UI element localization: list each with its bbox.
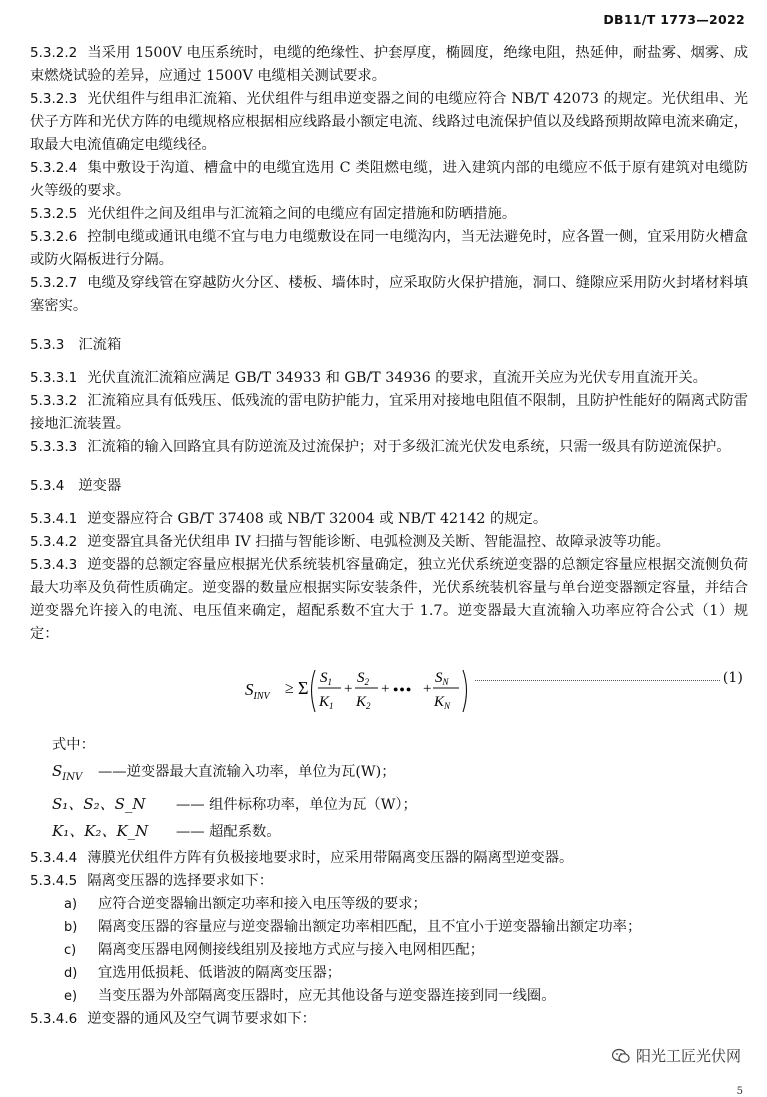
section-heading-5-3-4: 5.3.4 逆变器 (30, 478, 122, 494)
definitions-intro: 式中： (52, 737, 95, 753)
clause-5-3-4-3: 5.3.4.3 逆变器的总额定容量应根据光伏系统装机容量确定，独立光伏系统逆变器的总额定容量应根据交流侧负荷最大功率及负荷性质确定。逆变器的数量应根据实际安装条件，光伏系统装机容量与单台逆变器额定容量，并结合逆变器允许接入的电流、电压值来确定，超配系数不宜大于 1.7。逆变器最大直流输入功率应符合公式（1）规定： (30, 557, 748, 642)
wechat-icon (612, 1048, 630, 1064)
document-body (30, 42, 748, 1031)
clause-5-3-4-2: 5.3.4.2 逆变器宜具备光伏组串 IV 扫描与智能诊断、电弧检测及关断、智能温控、故障录波等功能。 (30, 534, 670, 550)
termN-denominator: $K_N$ (434, 694, 451, 711)
termN-numerator: $S_N$ (435, 670, 449, 687)
section-heading-5-3-3: 5.3.3 汇流箱 (30, 337, 122, 353)
clause-5-3-3-2: 5.3.3.2 汇流箱应具有低残压、低残流的雷电防护能力，宜采用对接地电阻值不限制，且防护性能好的隔离式防雷接地汇流装置。 (30, 393, 748, 432)
clause-5-3-2-4: 5.3.2.4 集中敷设于沟道、槽盒中的电缆宜选用 C 类阻燃电缆，进入建筑内部的电缆应不低于原有建筑对电缆防火等级的要求。 (30, 160, 748, 199)
definition-sinv: $S_{INV}$ ——逆变器最大直流输入功率，单位为瓦(W)； (52, 758, 748, 791)
formula-expression (245, 662, 475, 718)
clause-5-3-4-1: 5.3.4.1 逆变器应符合 GB/T 37408 或 NB/T 32004 或 NB/T 42142 的规定。 (30, 511, 548, 527)
clause-5-3-2-2: 5.3.2.2 当采用 1500V 电压系统时，电缆的绝缘性、护套厚度，椭圆度，绝缘电阻，热延伸，耐盐雾、烟雾、成束燃烧试验的差异，应通过 1500V 电缆相关测试要求。 (30, 45, 748, 84)
symbol-sinv: $S_{INV}$ (52, 762, 83, 783)
clause-5-3-4-4: 5.3.4.4 薄膜光伏组件方阵有负极接地要求时，应采用带隔离变压器的隔离型逆变器。 (30, 850, 574, 866)
formula-left-paren (312, 670, 316, 712)
formula-plus-2: + (381, 681, 390, 697)
term1-denominator: $K_1$ (319, 694, 334, 711)
formula-leader-dots (475, 680, 720, 681)
formula-sum: Σ (298, 678, 309, 698)
term2-numerator: $S_2$ (357, 670, 369, 687)
clause-5-3-3-3: 5.3.3.3 汇流箱的输入回路宜具有防逆流及过流保护；对于多级汇流光伏发电系统，只需一级具有防逆流保护。 (30, 439, 731, 455)
term2-denominator: $K_2$ (356, 694, 371, 711)
clause-5-3-2-3: 5.3.2.3 光伏组件与组串汇流箱、光伏组件与组串逆变器之间的电缆应符合 NB/T 42073 的规定。光伏组串、光伏子方阵和光伏方阵的电缆规格应根据相应线路最小额定电流、线路过电流保护值以及线路预期故障电流来确定，取最大电流值确定电缆线径。 (30, 91, 748, 153)
clause-5-3-2-6: 5.3.2.6 控制电缆或通讯电缆不宜与电力电缆敷设在同一电缆沟内，当无法避免时，应各置一侧，宜采用防火槽盒或防火隔板进行分隔。 (30, 229, 748, 268)
formula-1 (30, 658, 748, 718)
definition-s: S₁、S₂、S_N —— 组件标称功率，单位为瓦（W）； (52, 791, 748, 818)
watermark-text: 阳光工匠光伏网 (635, 1047, 741, 1065)
formula-plus-3: + (423, 681, 432, 697)
formula-number: (1) (722, 670, 743, 686)
formula-lhs: $S_{INV}$ (245, 680, 270, 702)
formula-plus-1: + (344, 681, 353, 697)
list-item-d: d) 宜选用低损耗、低谐波的隔离变压器； (64, 965, 342, 981)
document-code: DB11/T 1773—2022 (603, 12, 745, 27)
formula-relation: ≥ (285, 680, 294, 697)
list-item-e: e) 当变压器为外部隔离变压器时，应无其他设备与逆变器连接到同一线圈。 (64, 988, 556, 1004)
formula-svg (245, 662, 475, 718)
list-item-a: a) 应符合逆变器输出额定功率和接入电压等级的要求； (64, 896, 427, 912)
clause-5-3-2-7: 5.3.2.7 电缆及穿线管在穿越防火分区、楼板、墙体时，应采取防火保护措施，洞口、缝隙应采用防火封堵材料填塞密实。 (30, 275, 748, 314)
formula-ellipsis: ●●● (393, 684, 413, 694)
definition-k: K₁、K₂、K_N —— 超配系数。 (52, 818, 748, 845)
watermark (608, 1043, 745, 1068)
formula-definitions (52, 732, 748, 845)
clause-5-3-2-5: 5.3.2.5 光伏组件之间及组串与汇流箱之间的电缆应有固定措施和防晒措施。 (30, 206, 517, 222)
list-item-c: c) 隔离变压器电网侧接线组别及接地方式应与接入电网相匹配； (64, 942, 485, 958)
symbol-k-list: K₁、K₂、K_N (52, 822, 149, 840)
clause-5-3-4-5: 5.3.4.5 隔离变压器的选择要求如下： (30, 873, 274, 889)
symbol-s-list: S₁、S₂、S_N (52, 795, 146, 813)
clause-5-3-3-1: 5.3.3.1 光伏直流汇流箱应满足 GB/T 34933 和 GB/T 34936 的要求，直流开关应为光伏专用直流开关。 (30, 370, 707, 386)
list-item-b: b) 隔离变压器的容量应与逆变器输出额定功率相匹配，且不宜小于逆变器输出额定功率； (64, 919, 642, 935)
page-number: 5 (736, 1086, 743, 1097)
term1-numerator: $S_1$ (320, 670, 332, 687)
formula-right-paren (463, 670, 467, 712)
clause-5-3-4-6: 5.3.4.6 逆变器的通风及空气调节要求如下： (30, 1011, 316, 1027)
